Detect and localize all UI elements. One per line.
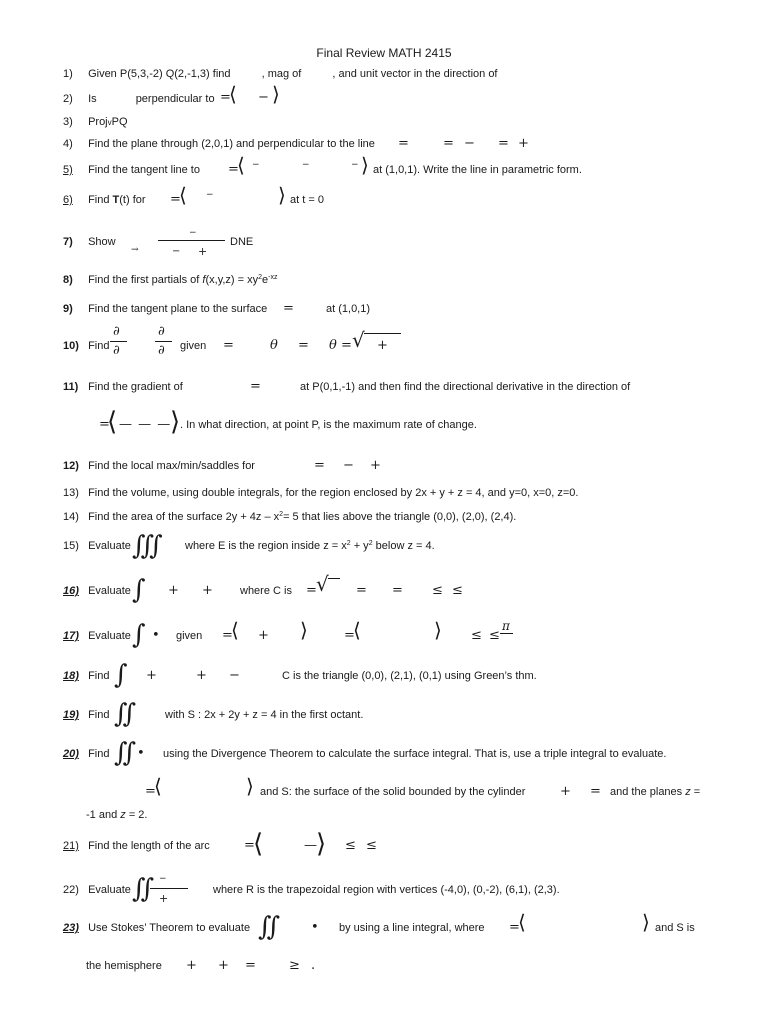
problem-16	[63, 584, 131, 598]
problem-8	[63, 273, 278, 289]
math-symbol: +	[159, 892, 169, 905]
fraction-bar	[500, 633, 513, 634]
problem-number: 16)	[63, 585, 79, 597]
problem-1	[63, 67, 498, 81]
math-symbol: =	[170, 192, 181, 207]
problem-text: v	[107, 118, 112, 127]
problem-text: =	[693, 786, 701, 798]
math-symbol: ⟨	[518, 910, 526, 934]
math-symbol: −	[258, 90, 269, 105]
math-symbol: θ	[270, 338, 278, 353]
problem-text: f	[202, 274, 206, 286]
problem-number: 13)	[63, 487, 79, 499]
math-symbol: =	[250, 379, 261, 394]
math-symbol: −	[172, 246, 181, 257]
math-symbol: −	[229, 668, 240, 683]
problem-7	[63, 235, 116, 249]
fraction-bar	[155, 341, 172, 342]
math-symbol: =	[341, 338, 352, 353]
problem-text: where R is the trapezoidal region with vertices (-4,0), (0,-2), (6,1), (2,3).	[213, 884, 560, 896]
problem-18	[63, 669, 109, 683]
math-symbol: •	[311, 920, 319, 935]
math-symbol: ≤	[432, 583, 443, 598]
problem-22	[63, 883, 131, 897]
math-symbol: ⟩	[272, 82, 280, 106]
math-symbol: •	[137, 746, 145, 761]
problem-number: 14)	[63, 511, 79, 523]
math-symbol: +	[518, 136, 529, 151]
math-symbol: =	[443, 136, 454, 151]
problem-13	[63, 486, 578, 500]
math-symbol: +	[202, 583, 213, 598]
math-symbol: +	[196, 668, 207, 683]
math-symbol: −	[252, 160, 260, 170]
problem-number: 1)	[63, 68, 73, 80]
math-symbol: +	[258, 628, 269, 643]
problem-2	[63, 92, 215, 106]
math-symbol: +	[218, 958, 229, 973]
math-symbol: ≤	[452, 583, 463, 598]
problem-text: Show	[88, 236, 116, 248]
math-symbol: θ	[329, 338, 337, 353]
math-symbol: ⟨	[237, 153, 245, 177]
problem-15	[63, 539, 131, 553]
problem-text: where C is	[240, 585, 292, 597]
math-symbol: ⟨	[179, 183, 187, 207]
math-symbol: — — —	[119, 417, 172, 432]
problem-text: Find the tangent line to	[88, 164, 200, 176]
math-symbol: ≤	[471, 628, 482, 643]
problem-12	[63, 459, 255, 473]
problem-text: where E is the region inside z = x	[185, 540, 347, 552]
math-symbol: ≤	[366, 838, 377, 853]
problem-text: given	[180, 340, 207, 352]
math-symbol: +	[198, 245, 208, 258]
math-symbol: ≤	[489, 628, 500, 643]
problem-number: 17)	[63, 630, 79, 642]
problem-21	[63, 839, 210, 853]
problem-text: Evaluate	[88, 585, 131, 597]
math-symbol: ∬	[132, 874, 155, 904]
math-symbol: =	[220, 90, 231, 105]
math-symbol: ⟨	[229, 82, 237, 106]
math-symbol: ⟨	[107, 407, 118, 437]
radical-bar	[328, 578, 340, 579]
math-symbol: .	[311, 958, 316, 973]
math-symbol: +	[168, 583, 179, 598]
math-symbol: ⟩	[300, 618, 308, 642]
problem-text: below z = 4.	[375, 540, 435, 552]
problem-text: Find the local max/min/saddles for	[88, 460, 255, 472]
math-symbol: ∫	[114, 660, 128, 690]
problem-text-group	[185, 539, 435, 555]
math-symbol: =	[498, 136, 509, 151]
problem-text: . In what direction, at point P, is the maximum rate of change.	[180, 419, 477, 431]
problem-text: 2	[258, 274, 263, 281]
problem-number: 20)	[63, 748, 79, 760]
problem-text: + y	[353, 540, 369, 552]
math-symbol: +	[146, 668, 157, 683]
problem-number: 22)	[63, 884, 79, 896]
problem-text: , and unit vector in the direction of	[332, 68, 498, 80]
problem-text: DNE	[230, 236, 254, 248]
problem-text: at (1,0,1). Write the line in parametric form.	[373, 164, 582, 176]
math-symbol: √	[316, 572, 329, 596]
math-symbol: ∫	[132, 620, 146, 650]
math-symbol: ∂	[158, 324, 165, 339]
problem-text: T	[112, 194, 120, 206]
math-symbol: −	[464, 136, 475, 151]
problem-text: 2	[368, 540, 373, 547]
problem-text: Find the gradient of	[88, 381, 183, 393]
problem-text: z	[685, 786, 691, 798]
problem-number: 3)	[63, 116, 73, 128]
problem-text-group	[86, 808, 147, 822]
problem-text: (x,y,z) = xy	[205, 274, 259, 286]
math-symbol: =	[222, 628, 233, 643]
math-symbol: •	[152, 628, 160, 643]
math-symbol: ⟩	[170, 407, 181, 437]
fraction-bar	[110, 341, 127, 342]
problem-text: perpendicular to	[135, 93, 215, 105]
problem-number: 10)	[63, 340, 79, 352]
problem-4	[63, 137, 375, 151]
math-symbol: −	[351, 160, 359, 170]
problem-3	[63, 115, 128, 130]
math-symbol: ∂	[158, 343, 165, 358]
problem-text: z	[120, 809, 126, 821]
problem-20	[63, 747, 109, 761]
math-symbol: −	[189, 228, 197, 238]
math-symbol: =	[298, 338, 309, 353]
problem-number: 8)	[63, 274, 73, 286]
math-symbol: ⟨	[353, 618, 361, 642]
problem-text: Find the length of the arc	[88, 840, 210, 852]
problem-text: Use Stokes’ Theorem to evaluate	[88, 922, 251, 934]
math-symbol: −	[206, 190, 214, 200]
math-symbol: =	[590, 784, 601, 799]
math-symbol: ≥	[289, 958, 300, 973]
problem-6	[63, 193, 146, 207]
page-title: Final Review MATH 2415	[316, 46, 452, 60]
problem-text: by using a line integral, where	[339, 922, 485, 934]
problem-number: 6)	[63, 194, 73, 206]
math-symbol: =	[283, 301, 294, 316]
math-symbol: −	[159, 874, 167, 884]
problem-text: using the Divergence Theorem to calculate the surface integral. That is, use a triple integral to evaluate.	[163, 748, 667, 760]
math-symbol: ∭	[132, 531, 163, 561]
problem-number: 21)	[63, 840, 79, 852]
problem-text: given	[176, 630, 203, 642]
math-symbol: ∬	[114, 738, 137, 768]
problem-text: Find	[88, 748, 110, 760]
problem-number: 18)	[63, 670, 79, 682]
problem-text: Evaluate	[88, 884, 131, 896]
problem-text: and S: the surface of the solid bounded by the cylinder	[260, 786, 526, 798]
problem-text: Evaluate	[88, 540, 131, 552]
math-symbol: =	[245, 958, 256, 973]
math-symbol: −	[302, 160, 310, 170]
problem-number: 15)	[63, 540, 79, 552]
problem-number: 23)	[63, 922, 79, 934]
math-symbol: ⟨	[154, 774, 162, 798]
problem-number: 4)	[63, 138, 73, 150]
math-symbol: =	[244, 838, 255, 853]
problem-text: and the planes	[610, 786, 683, 798]
problem-text: -xz	[268, 274, 278, 281]
problem-number: 7)	[63, 236, 73, 248]
math-symbol: =	[509, 920, 520, 935]
problem-text: Find the plane through (2,0,1) and perpendicular to the line	[88, 138, 375, 150]
problem-text: Find	[88, 709, 110, 721]
problem-text: Find	[88, 670, 110, 682]
problem-17	[63, 629, 131, 643]
math-symbol: →	[131, 245, 139, 255]
math-symbol: −	[343, 458, 354, 473]
problem-text: the hemisphere	[86, 960, 162, 972]
problem-text: 2	[346, 540, 351, 547]
problem-text: , mag of	[261, 68, 302, 80]
math-symbol: ⟩	[361, 153, 369, 177]
math-symbol: ≤	[345, 838, 356, 853]
problem-number: 5)	[63, 164, 73, 176]
problem-text: at P(0,1,-1) and then find the directional derivative in the direction of	[300, 381, 631, 393]
math-symbol: ∂	[113, 343, 120, 358]
problem-text: (t) for	[119, 194, 146, 206]
problem-text: = 2.	[128, 809, 148, 821]
problem-text: Find the area of the surface 2y + 4z – x	[88, 511, 280, 523]
problem-19	[63, 708, 109, 722]
problem-10	[63, 339, 109, 353]
fraction-bar	[150, 888, 188, 889]
problem-11	[63, 380, 183, 394]
problem-text: -1 and	[86, 809, 118, 821]
math-symbol: ∬	[114, 699, 137, 729]
problem-text: Find the first partials of	[88, 274, 200, 286]
math-symbol: =	[145, 784, 156, 799]
problem-text: Given P(5,3,-2) Q(2,-1,3) find	[88, 68, 231, 80]
problem-number: 11)	[63, 381, 79, 393]
problem-text: 2	[279, 511, 284, 518]
problem-text: Find	[88, 340, 110, 352]
math-symbol: ⟩	[642, 910, 650, 934]
math-symbol: ⟩	[278, 183, 286, 207]
radical-bar	[364, 333, 401, 334]
problem-number: 9)	[63, 303, 73, 315]
problem-text: and S is	[655, 922, 695, 934]
math-symbol: =	[356, 583, 367, 598]
problem-number: 2)	[63, 93, 73, 105]
math-symbol: =	[398, 136, 409, 151]
math-symbol: +	[377, 338, 388, 353]
problem-14	[63, 510, 516, 526]
problem-text: at t = 0	[290, 194, 324, 206]
problem-number: 12)	[63, 460, 79, 472]
math-symbol: ⟨	[231, 618, 239, 642]
math-symbol: +	[186, 958, 197, 973]
math-symbol: —	[304, 838, 317, 853]
problem-23	[63, 921, 250, 935]
problem-text: Find the volume, using double integrals, for the region enclosed by 2x + y + z = 4, and y=0, x=0, z=0.	[88, 487, 579, 499]
math-symbol: +	[370, 458, 381, 473]
problem-text: Evaluate	[88, 630, 131, 642]
math-symbol: ∬	[258, 912, 281, 942]
math-symbol: ⟨	[253, 829, 264, 859]
math-symbol: ⟩	[316, 829, 327, 859]
math-symbol: ∫	[132, 575, 146, 605]
math-symbol: ⟩	[246, 774, 254, 798]
problem-text: C is the triangle (0,0), (2,1), (0,1) using Green’s thm.	[282, 670, 537, 682]
math-symbol: =	[223, 338, 234, 353]
math-symbol: =	[306, 583, 317, 598]
math-symbol: =	[314, 458, 325, 473]
math-symbol: ⟩	[434, 618, 442, 642]
math-symbol: =	[228, 162, 239, 177]
problem-text: e	[262, 274, 269, 286]
problem-text: at (1,0,1)	[326, 303, 371, 315]
problem-text: Find the tangent plane to the surface	[88, 303, 268, 315]
math-symbol: ∂	[113, 324, 120, 339]
problem-text: Find	[88, 194, 110, 206]
problem-text: PQ	[111, 116, 128, 128]
problem-text: with S : 2x + 2y + z = 4 in the first octant.	[165, 709, 364, 721]
problem-text: Is	[88, 93, 97, 105]
problem-number: 19)	[63, 709, 79, 721]
math-symbol: +	[560, 784, 571, 799]
problem-text: = 5 that lies above the triangle (0,0), (2,0), (2,4).	[283, 511, 517, 523]
math-symbol: =	[99, 417, 110, 432]
math-symbol: =	[344, 628, 355, 643]
fraction-bar	[158, 240, 225, 241]
math-symbol: =	[392, 583, 403, 598]
problem-text: Proj	[88, 116, 108, 128]
problem-9	[63, 302, 267, 316]
problem-5	[63, 163, 200, 177]
math-symbol: π	[502, 619, 510, 633]
math-symbol: √	[352, 328, 365, 352]
problem-text-group	[610, 785, 700, 799]
